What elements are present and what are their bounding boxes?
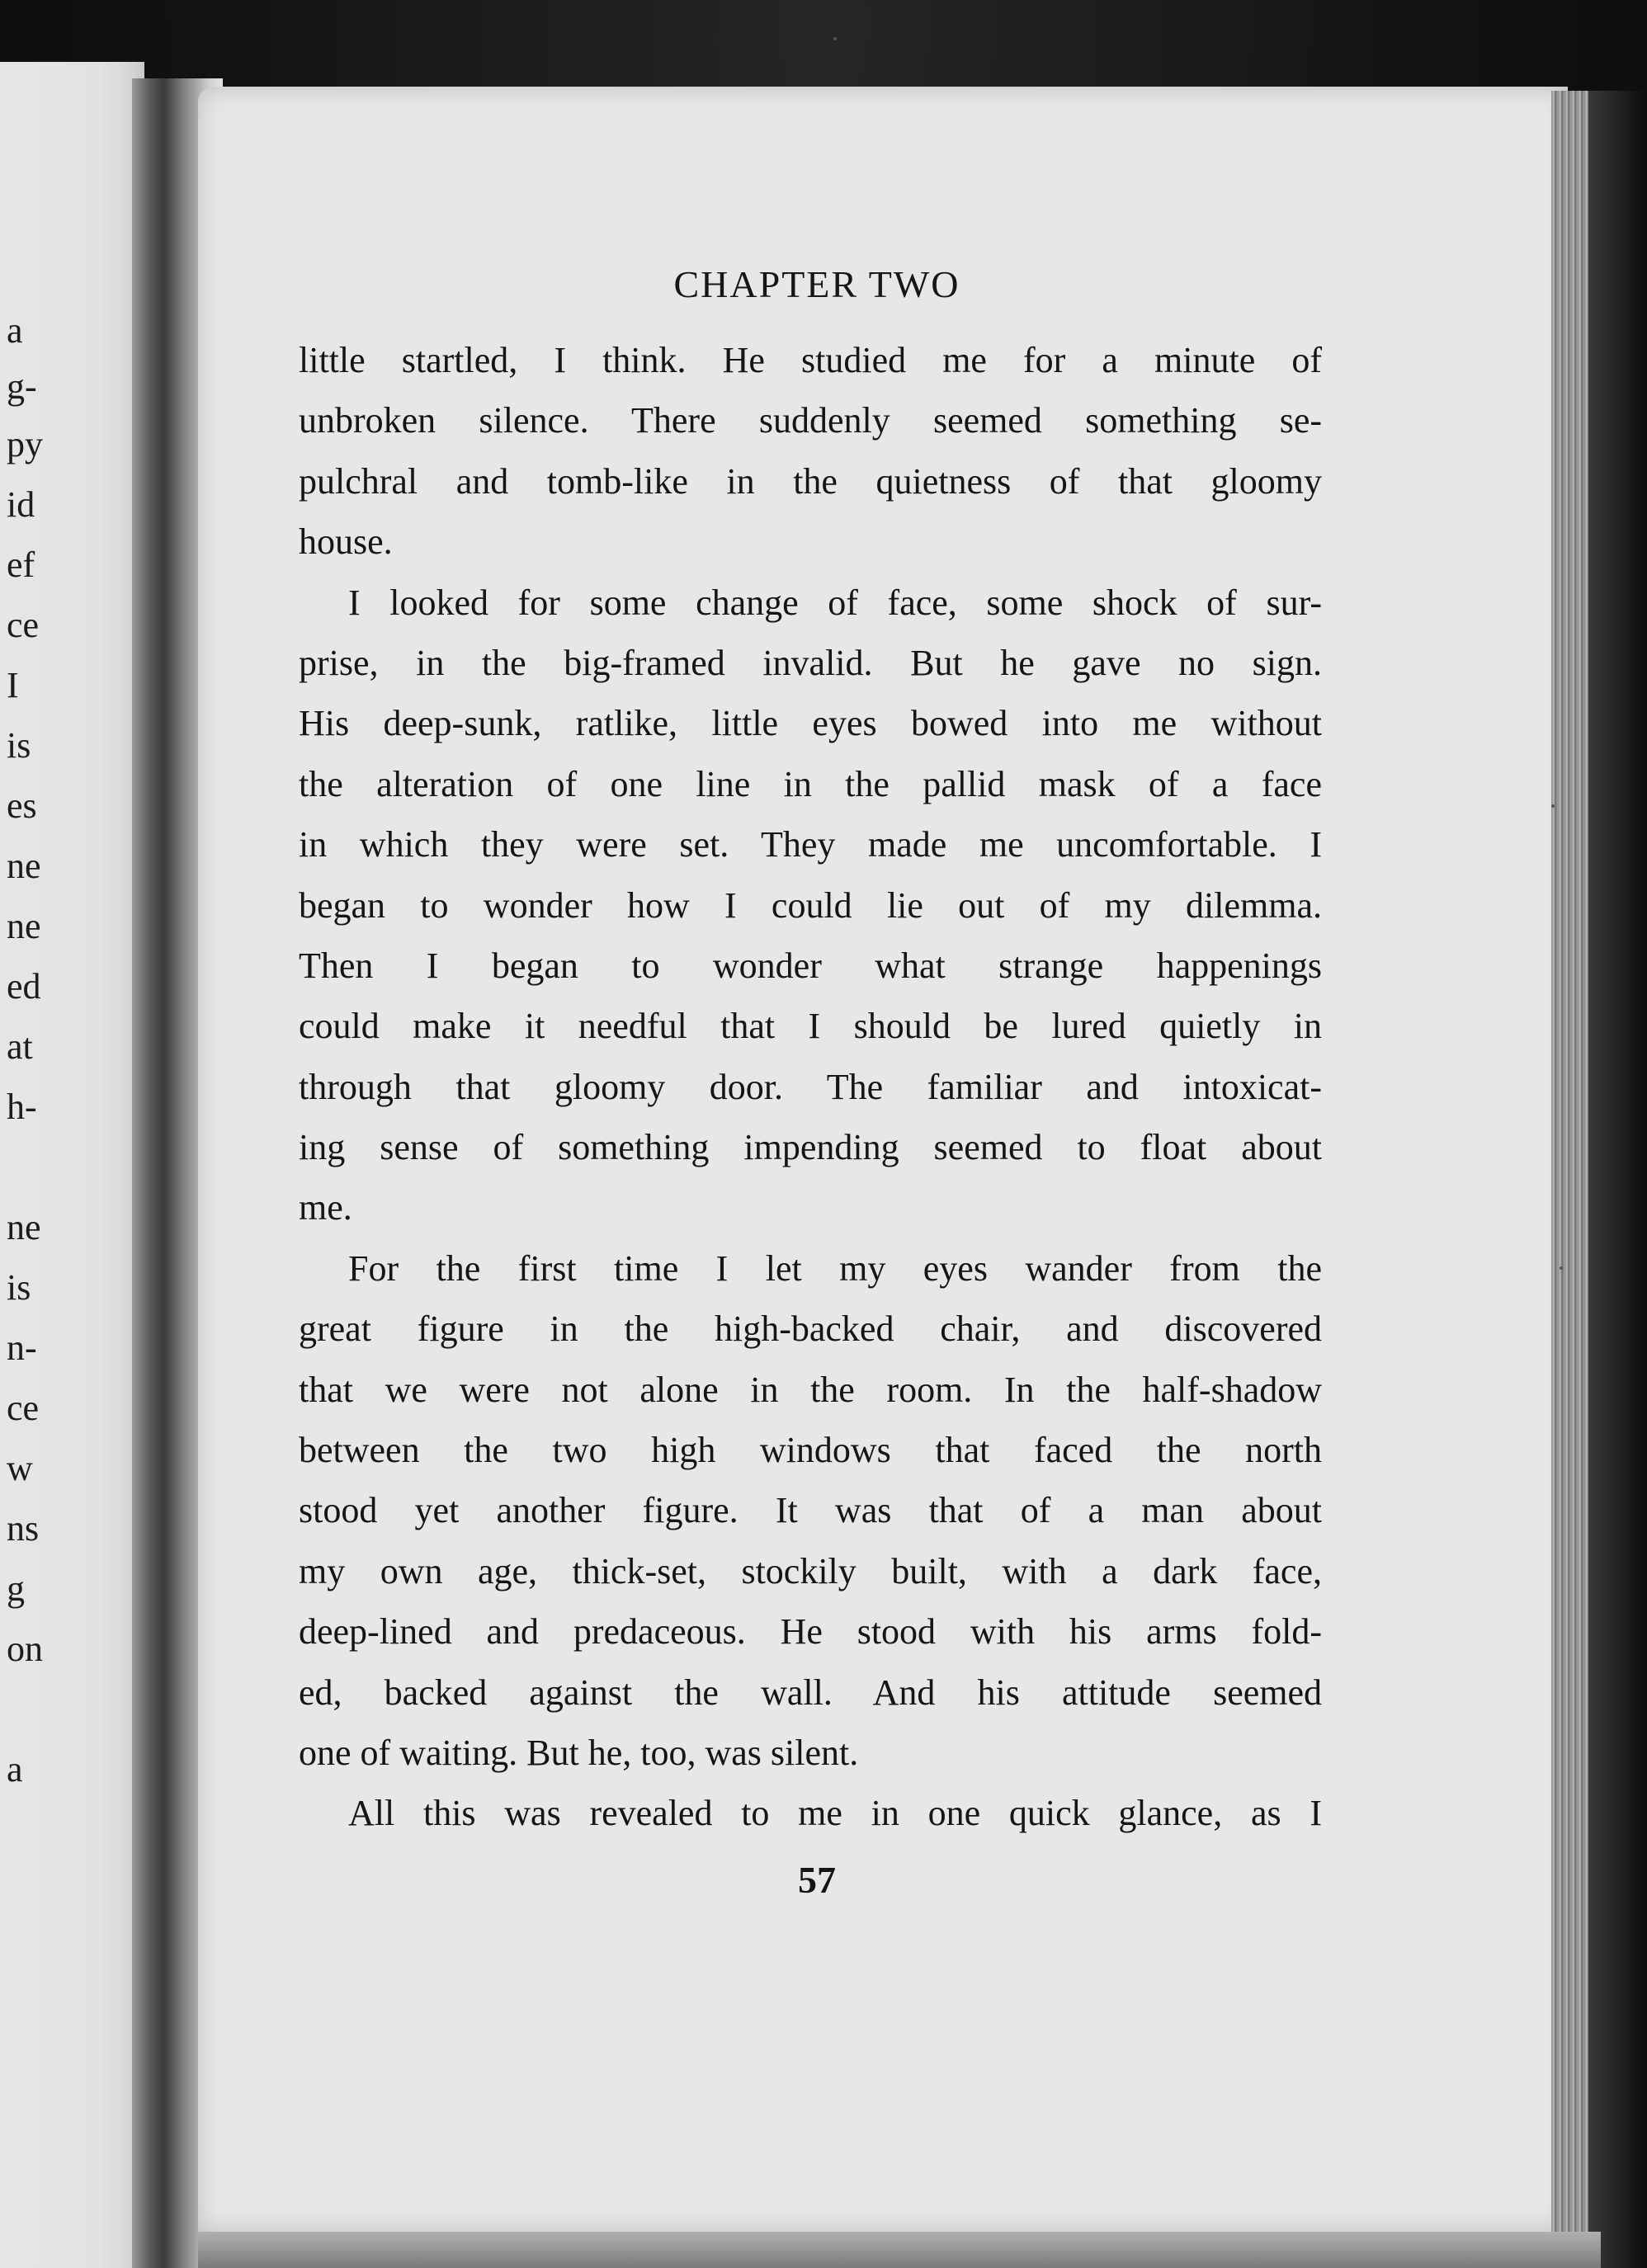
text-line: ed, backed against the wall. And his attitude seemed [299,1672,1322,1713]
fragment: ce [7,605,40,645]
fragment: w [7,1448,33,1488]
fragment: g- [7,366,37,407]
fragment: ne [7,846,41,886]
text-line: little startled, I think. He studied me for a minute of [299,340,1322,380]
text-line: ing sense of something impending seemed to float about [299,1127,1322,1168]
scan-speck [833,37,837,40]
text-line: house. [299,521,393,563]
text-line: me. [299,1187,352,1228]
text-line: one of waiting. But he, too, was silent. [299,1732,859,1773]
fragment: n- [7,1327,37,1368]
fragment: on [7,1629,43,1669]
text-line: For the first time I let my eyes wander from the [348,1247,1322,1289]
text-line: Then I began to wonder what strange happenings [299,945,1322,986]
fragment: es [7,785,37,826]
text-line: great figure in the high-backed chair, and discovered [299,1308,1322,1350]
fragment: ns [7,1508,40,1549]
fragment: a [7,1749,23,1789]
page-bottom-edge [198,2232,1601,2268]
scan-speck [1551,804,1555,808]
fragment: ef [7,545,35,585]
text-line: began to wonder how I could lie out of my dilemma. [299,884,1322,926]
fragment: ne [7,1207,41,1247]
fragment: is [7,725,31,766]
scan-speck [1560,1266,1563,1270]
binding-edge [1588,91,1647,2268]
text-line: stood yet another figure. It was that of a man about [299,1490,1322,1531]
fragment: py [7,424,43,464]
fragment: is [7,1267,31,1308]
text-line: deep-lined and predaceous. He stood with his arms fold- [299,1611,1322,1653]
text-line: unbroken silence. There suddenly seemed something se- [299,400,1322,441]
page-number: 57 [798,1859,836,1901]
fragment: g [7,1568,25,1609]
body-text [299,330,1322,1844]
fragment: h- [7,1087,37,1127]
text-line: in which they were set. They made me uncomfortable. I [299,824,1322,865]
text-line: pulchral and tomb-like in the quietness of that gloomy [299,460,1322,502]
fragment: id [7,484,35,525]
fragment: ce [7,1388,40,1428]
text-line: the alteration of one line in the pallid mask of a face [299,763,1322,804]
text-line: prise, in the big-framed invalid. But he gave no sign. [299,642,1322,683]
fragment: ne [7,906,41,946]
text-line: His deep-sunk, ratlike, little eyes bowed into me without [299,703,1322,744]
text-line: between the two high windows that faced the north [299,1430,1322,1471]
text-line: my own age, thick-set, stockily built, with a dark face, [299,1550,1322,1591]
text-line: through that gloomy door. The familiar and intoxicat- [299,1066,1322,1107]
fragment: ed [7,966,41,1007]
fragment: a [7,310,23,351]
text-line: could make it needful that I should be lured quietly in [299,1006,1322,1047]
text-line: All this was revealed to me in one quick glance, as I [348,1793,1322,1834]
fragment: I [7,665,19,705]
text-line: I looked for some change of face, some shock of sur- [348,582,1322,623]
chapter-heading: CHAPTER TWO [673,263,960,305]
facing-page-left [0,62,144,2268]
text-line: that we were not alone in the room. In the half-shadow [299,1369,1322,1410]
facing-page-text-fragments [0,62,50,2268]
fragment: at [7,1026,33,1067]
